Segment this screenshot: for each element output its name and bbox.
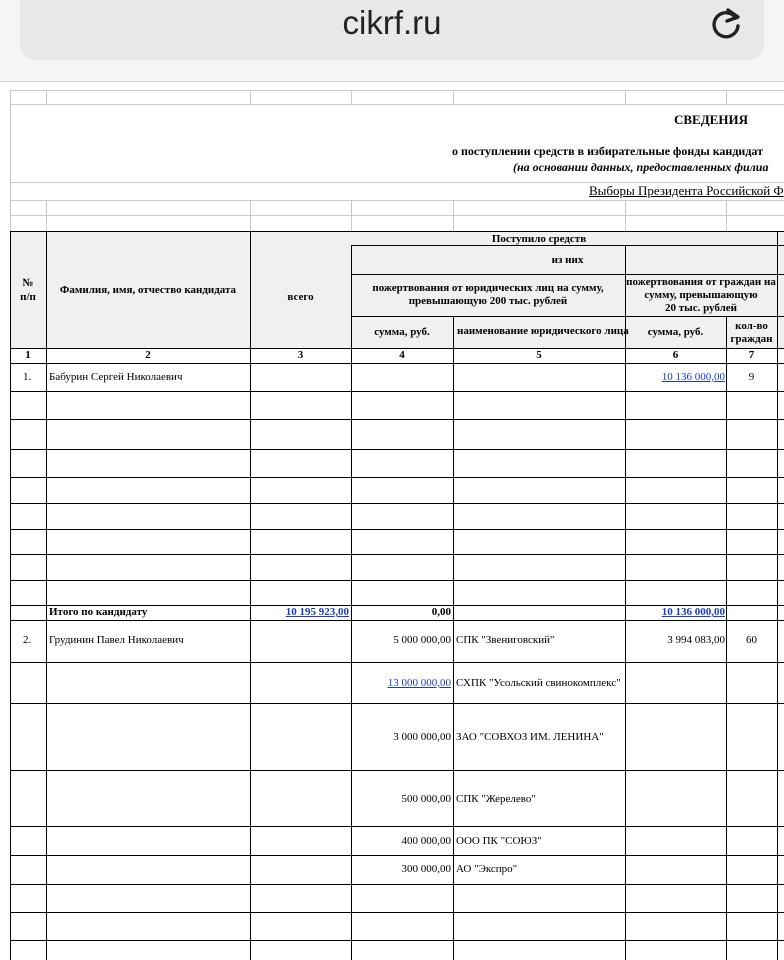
legal-sum: 300 000,00 — [401, 863, 451, 875]
header-candidate-name: Фамилия, имя, отчество кандидата — [59, 284, 237, 296]
header-legal-2: превышающую 200 тыс. рублей — [408, 295, 568, 307]
legal-entity-name: АО "Экспро" — [456, 863, 518, 875]
header-of-them: из них — [551, 254, 584, 266]
document-note: (на основании данных, предоставленных филиа — [513, 160, 769, 174]
address-bar[interactable] — [20, 0, 764, 60]
row-number: 1. — [23, 371, 32, 383]
header-total: всего — [287, 291, 314, 303]
citizens-sum-link[interactable]: 10 136 000,00 — [661, 371, 725, 383]
legal-entity-name: СПК "Жерелево" — [456, 793, 536, 805]
header-citizens: пожертвования от граждан на — [626, 276, 776, 288]
candidate-name: Бабурин Сергей Николаевич — [49, 371, 183, 383]
header-num: № — [22, 277, 34, 289]
document-subtitle: о поступлении средств в избирательные фонды кандидат — [452, 144, 763, 158]
header-received: Поступило средств — [491, 233, 587, 245]
url-text[interactable]: cikrf.ru — [342, 4, 442, 41]
legal-sum: 500 000,00 — [401, 793, 451, 805]
reload-icon[interactable] — [706, 4, 746, 44]
col-number: 4 — [399, 349, 405, 361]
row-number: 2. — [23, 634, 32, 646]
legal-entity-name: ООО ПК "СОЮЗ" — [456, 835, 542, 847]
header-legal-name: наименование юридического лица — [457, 325, 629, 337]
legal-sum: 5 000 000,00 — [393, 634, 451, 646]
total-label: Итого по кандидату — [49, 606, 148, 618]
document-heading: СВЕДЕНИЯ — [674, 112, 748, 127]
legal-entity-name: СХПК "Усольский свинокомплекс" — [456, 677, 621, 689]
header-citizens-2: сумму, превышающую — [644, 289, 758, 301]
legal-entity-name: ЗАО "СОВХОЗ ИМ. ЛЕНИНА" — [456, 731, 604, 743]
header-citizens-3: 20 тыс. рублей — [664, 302, 738, 314]
spreadsheet — [0, 82, 784, 960]
legal-sum-link[interactable]: 13 000 000,00 — [387, 677, 451, 689]
header-sum: сумма, руб. — [374, 326, 430, 338]
col-number: 2 — [145, 349, 151, 361]
header-count-2: граждан — [730, 333, 773, 345]
col-number: 7 — [748, 349, 755, 361]
col-number: 3 — [297, 349, 304, 361]
header-num-2: п/п — [20, 291, 36, 303]
browser-chrome — [0, 0, 784, 82]
citizens-count: 9 — [748, 371, 755, 383]
col-number: 1 — [25, 349, 31, 361]
total-sum-link[interactable]: 10 195 923,00 — [285, 606, 349, 618]
header-sum-2: сумма, руб. — [647, 326, 704, 338]
col-number: 6 — [672, 349, 679, 361]
citizens-sum-total-link[interactable]: 10 136 000,00 — [661, 606, 725, 618]
legal-sum: 400 000,00 — [401, 835, 451, 847]
col-number: 5 — [536, 349, 542, 361]
legal-entity-name: СПК "Звениговский" — [456, 634, 555, 646]
citizens-count: 60 — [746, 634, 757, 646]
header-legal: пожертвования от юридических лиц на сумму, — [372, 282, 604, 294]
citizens-sum: 3 994 083,00 — [667, 634, 725, 646]
election-title: Выборы Президента Российской Ф — [589, 183, 784, 198]
header-count: кол-во — [735, 320, 768, 332]
legal-sum: 3 000 000,00 — [393, 731, 451, 743]
legal-sum-total: 0,00 — [431, 606, 451, 618]
candidate-name: Грудинин Павел Николаевич — [49, 634, 184, 646]
